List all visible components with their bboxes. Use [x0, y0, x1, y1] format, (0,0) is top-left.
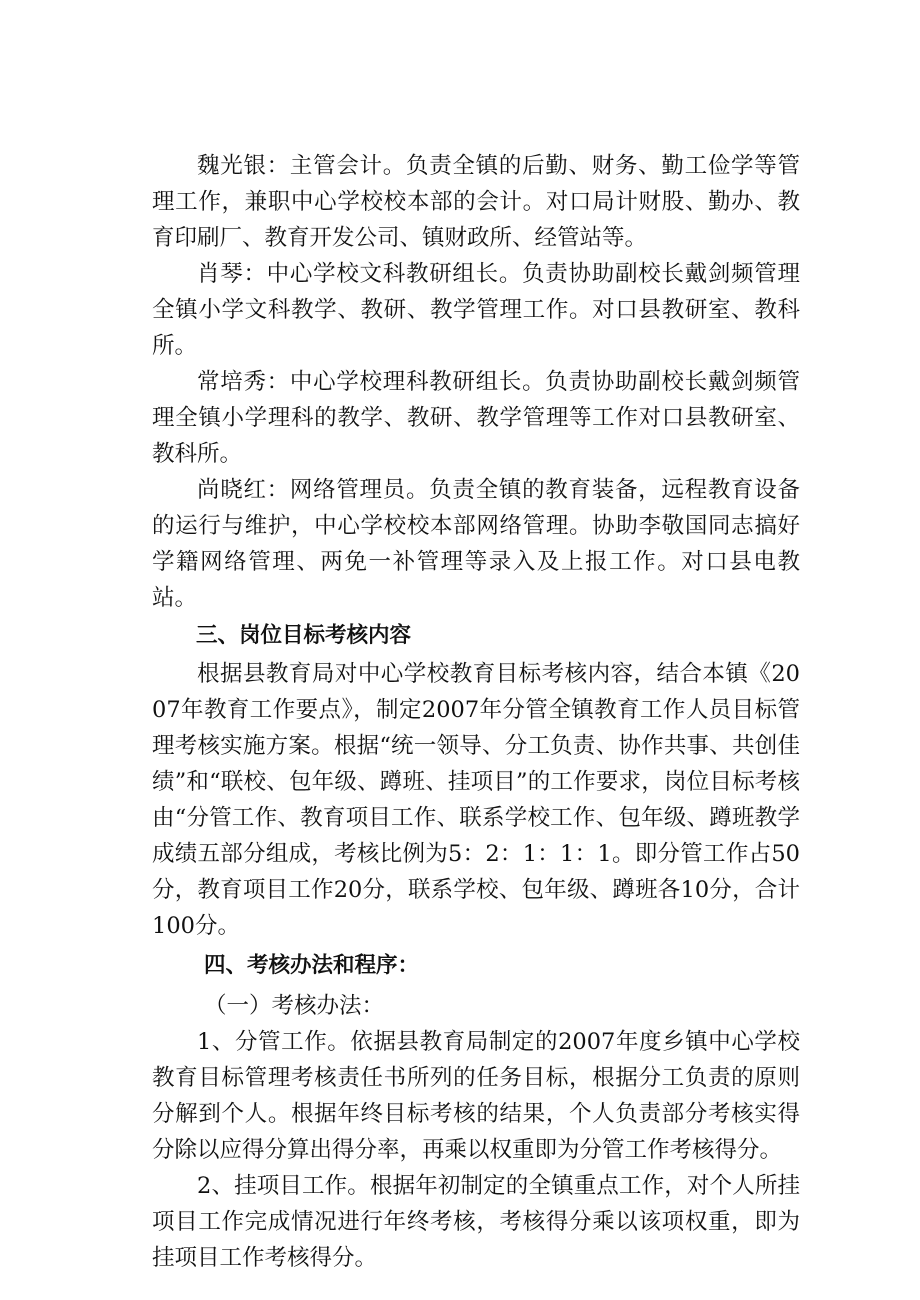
- paragraph-chang-peixiu: 常培秀：中心学校理科教研组长。负责协助副校长戴剑频管理全镇小学理科的教学、教研、教学管理等工作对口县教研室、教科所。: [152, 369, 800, 467]
- section-heading-3: 三、岗位目标考核内容: [196, 623, 412, 648]
- paragraph-item-1: 1、分管工作。依据县教育局制定的2007年度乡镇中心学校教育目标管理考核责任书所列的任务目标，根据分工负责的原则分解到个人。根据年终目标考核的结果，个人负责部分考核实得分除以应得分算出得分率，再乘以权重即为分管工作考核得分。: [152, 1029, 800, 1163]
- paragraph-shang-xiaohong: 尚晓红：网络管理员。负责全镇的教育装备，远程教育设备的运行与维护，中心学校校本部网络管理。协助李敬国同志搞好学籍网络管理、两免一补管理等录入及上报工作。对口县电教站。: [152, 477, 800, 611]
- paragraph-wei-guangyin: 魏光银：主管会计。负责全镇的后勤、财务、勤工俭学等管理工作，兼职中心学校校本部的会计。对口局计财股、勤办、教育印刷厂、教育开发公司、镇财政所、经管站等。: [152, 153, 800, 251]
- paragraph-xiao-qin: 肖琴：中心学校文科教研组长。负责协助副校长戴剑频管理全镇小学文科教学、教研、教学管理工作。对口县教研室、教科所。: [152, 261, 800, 359]
- document-body: [152, 148, 800, 1276]
- section-heading-4: 四、考核办法和程序：: [204, 953, 420, 978]
- subsection-heading-1: （一）考核办法：: [204, 993, 385, 1019]
- paragraph-assessment-content: 根据县教育局对中心学校教育目标考核内容，结合本镇《2007年教育工作要点》，制定2007年分管全镇教育工作人员目标管理考核实施方案。根据“统一领导、分工负责、协作共事、共创佳绩”和“联校、包年级、蹲班、挂项目”的工作要求，岗位目标考核由“分管工作、教育项目工作、联系学校工作、包年级、蹲班教学成绩五部分组成，考核比例为5：2：1：1：1。即分管工作占50分，教育项目工作20分，联系学校、包年级、蹲班各10分，合计100分。: [152, 661, 800, 939]
- paragraph-item-2: 2、挂项目工作。根据年初制定的全镇重点工作，对个人所挂项目工作完成情况进行年终考核，考核得分乘以该项权重，即为挂项目工作考核得分。: [152, 1173, 800, 1271]
